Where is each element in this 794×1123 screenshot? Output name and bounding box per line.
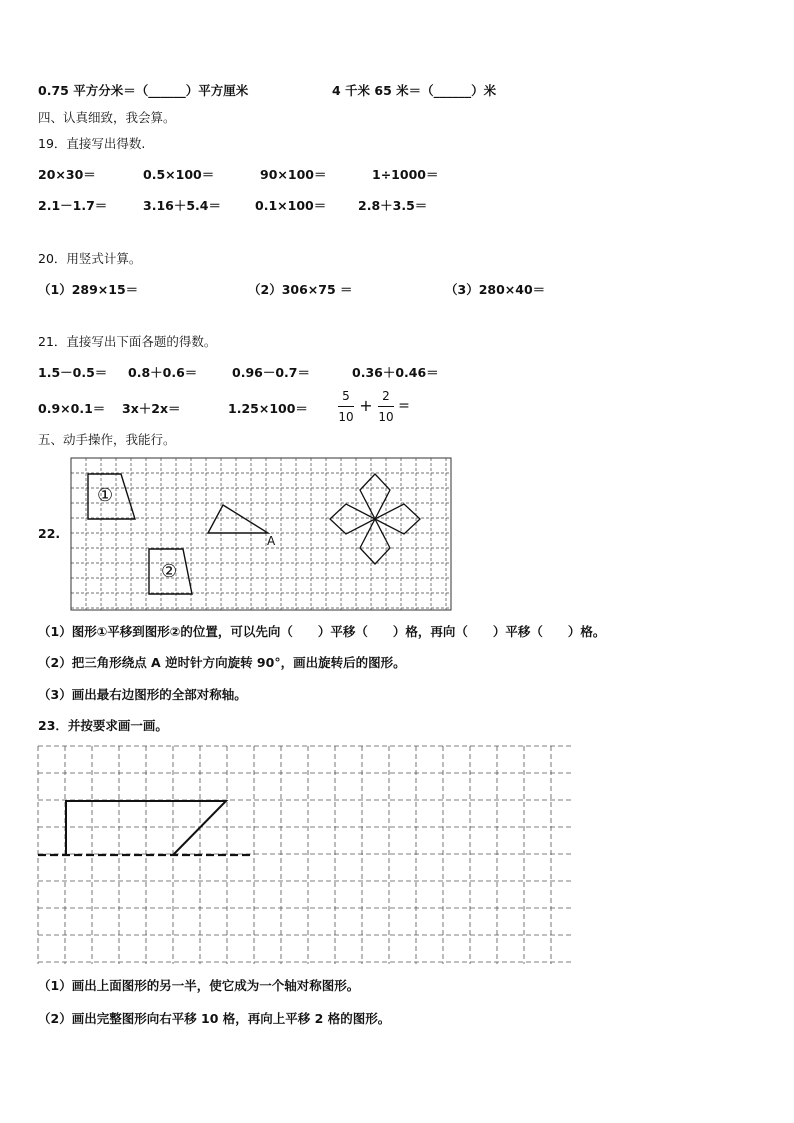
q20-item-2: （2）306×75 ＝ <box>248 282 353 297</box>
section4-title: 四、认真细致，我会算。 <box>38 110 176 125</box>
q21-r1-c3: 0.96－0.7＝ <box>232 365 310 380</box>
fraction-2-denominator: 10 <box>378 410 394 424</box>
fraction-1-numerator: 5 <box>342 389 350 403</box>
q19-r1-c3: 90×100＝ <box>260 167 327 182</box>
q21-r1-c2: 0.8＋0.6＝ <box>128 365 198 380</box>
q22-sub3: （3）画出最右边图形的全部对称轴。 <box>38 687 247 702</box>
q19-r1-c4: 1÷1000＝ <box>372 167 439 182</box>
section5-title: 五、动手操作，我能行。 <box>38 432 176 447</box>
q20-item-3: （3）280×40＝ <box>445 282 546 297</box>
q19-r1-c1: 20×30＝ <box>38 167 96 182</box>
q21-r1-c1: 1.5－0.5＝ <box>38 365 108 380</box>
shape-2-label: ② <box>161 561 178 582</box>
fraction-1-denominator: 10 <box>338 410 354 424</box>
q21-r2-c2: 3x＋2x＝ <box>122 401 181 416</box>
q22-number: 22. <box>38 526 61 541</box>
q19-title: 19．直接写出得数. <box>38 136 146 151</box>
q21-r2-c1: 0.9×0.1＝ <box>38 401 106 416</box>
q20-item-1: （1）289×15＝ <box>38 282 139 297</box>
q19-r1-c2: 0.5×100＝ <box>143 167 215 182</box>
fraction-equals: = <box>398 398 410 414</box>
q19-r2-c2: 3.16＋5.4＝ <box>143 198 221 213</box>
q19-r2-c4: 2.8＋3.5＝ <box>358 198 428 213</box>
q21-r2-c3: 1.25×100＝ <box>228 401 308 416</box>
q20-title: 20．用竖式计算。 <box>38 251 142 266</box>
q21-r1-c4: 0.36＋0.46＝ <box>352 365 439 380</box>
q23-sub2: （2）画出完整图形向右平移 10 格，再向上平移 2 格的图形。 <box>38 1011 391 1026</box>
shape-1-label: ① <box>97 485 114 506</box>
top-line-left: 0.75 平方分米＝（______）平方厘米 <box>38 83 249 98</box>
q19-r2-c1: 2.1－1.7＝ <box>38 198 108 213</box>
q23-sub1: （1）画出上面图形的另一半，使它成为一个轴对称图形。 <box>38 978 360 993</box>
q19-r2-c3: 0.1×100＝ <box>255 198 327 213</box>
q23-grid-lines <box>38 746 572 964</box>
q22-sub1: （1）图形①平移到图形②的位置，可以先向（ ）平移（ ）格，再向（ ）平移（ ）格。 <box>38 624 606 639</box>
fraction-plus: + <box>359 396 373 415</box>
q23-title: 23．并按要求画一画。 <box>38 718 168 733</box>
fraction-2-numerator: 2 <box>382 389 390 403</box>
top-line-right: 4 千米 65 米＝（______）米 <box>332 83 497 98</box>
q22-sub2: （2）把三角形绕点 A 逆时针方向旋转 90°，画出旋转后的图形。 <box>38 655 406 670</box>
q21-title: 21．直接写出下面各题的得数。 <box>38 334 217 349</box>
point-a-label: A <box>267 534 276 548</box>
